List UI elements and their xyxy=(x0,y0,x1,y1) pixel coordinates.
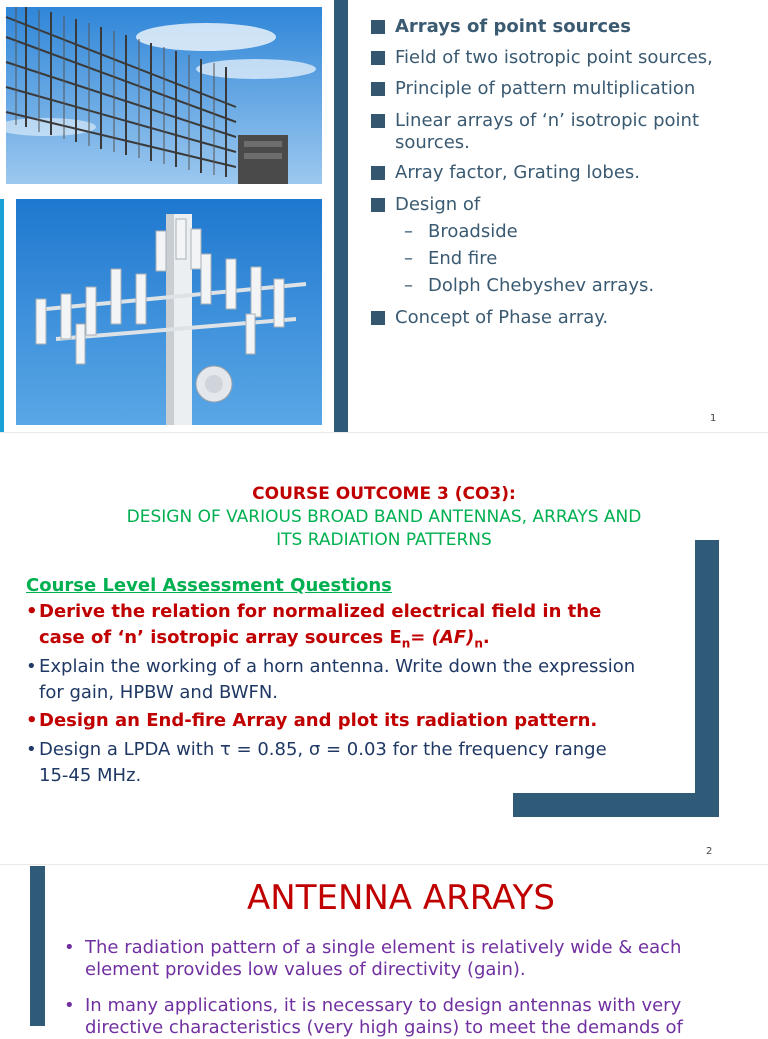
slide-accent-bar xyxy=(30,866,45,1026)
slide-1: Arrays of point sources Field of two isotropic point sources, Principle of pattern multiplication Linear arrays of ‘n’ isotropic point sources. Array factor, Grating lobes. Design of Concept of Phase array. – Broadside – End fire – Dolph Chebyshev arrays. 1 xyxy=(0,0,768,432)
bullet-paragraph: • In many applications, it is necessary to design antennas with very directive characteristics (very high gains) to meet the demands of xyxy=(64,995,683,1038)
question-item: • Derive the relation for normalized electrical field in the case of ‘n’ isotropic array sources $E_n= (AF)_n$. xyxy=(26,601,602,651)
course-outcome-title: COURSE OUTCOME 3 (CO3): xyxy=(252,484,516,504)
square-bullet-icon xyxy=(371,198,385,212)
slide-2 xyxy=(0,432,768,864)
question-item: • Design an End-fire Array and plot its radiation pattern. xyxy=(26,708,706,734)
radar-antenna-photo xyxy=(6,7,322,184)
square-bullet-icon xyxy=(371,51,385,65)
page-number: 1 xyxy=(710,413,717,424)
square-bullet-icon xyxy=(371,166,385,180)
course-outcome-subtitle-cont: ITS RADIATION PATTERNS xyxy=(276,530,492,550)
bullet-dot-icon: • xyxy=(64,937,75,958)
bullet-dot-icon: • xyxy=(64,995,75,1016)
square-bullet-icon xyxy=(371,114,385,128)
slide-3 xyxy=(0,864,768,1038)
question-item: • Explain the working of a horn antenna. Write down the expression for gain, HPBW and BWFN. xyxy=(26,656,636,703)
assessment-heading: Course Level Assessment Questions xyxy=(26,575,392,596)
question-item: • Design a LPDA with τ = 0.85, σ = 0.03 for the frequency range 15-45 MHz. xyxy=(26,739,607,786)
square-bullet-icon xyxy=(371,20,385,34)
sub-topic-item: – Dolph Chebyshev arrays. xyxy=(404,275,655,296)
page-number: 2 xyxy=(706,846,713,857)
bullet-dot-icon: • xyxy=(26,656,37,677)
cell-tower-photo xyxy=(16,199,322,425)
corner-frame-horizontal xyxy=(513,793,719,817)
square-bullet-icon xyxy=(371,311,385,325)
square-bullet-icon xyxy=(371,82,385,96)
bullet-paragraph: • The radiation pattern of a single element is relatively wide & each element provides low values of directivity (gain). xyxy=(64,937,682,980)
slide-title: ANTENNA ARRAYS xyxy=(247,878,555,918)
bullet-dot-icon: • xyxy=(26,739,37,760)
course-outcome-subtitle: DESIGN OF VARIOUS BROAD BAND ANTENNAS, ARRAYS AND xyxy=(126,507,642,527)
left-accent-line xyxy=(0,199,4,432)
bullet-dot-icon: • xyxy=(26,601,38,622)
sub-topic-item: – Broadside xyxy=(404,221,518,242)
slide-accent-bar xyxy=(334,0,348,432)
bullet-dot-icon: • xyxy=(26,710,38,731)
sub-topic-item: – End fire xyxy=(404,248,498,269)
